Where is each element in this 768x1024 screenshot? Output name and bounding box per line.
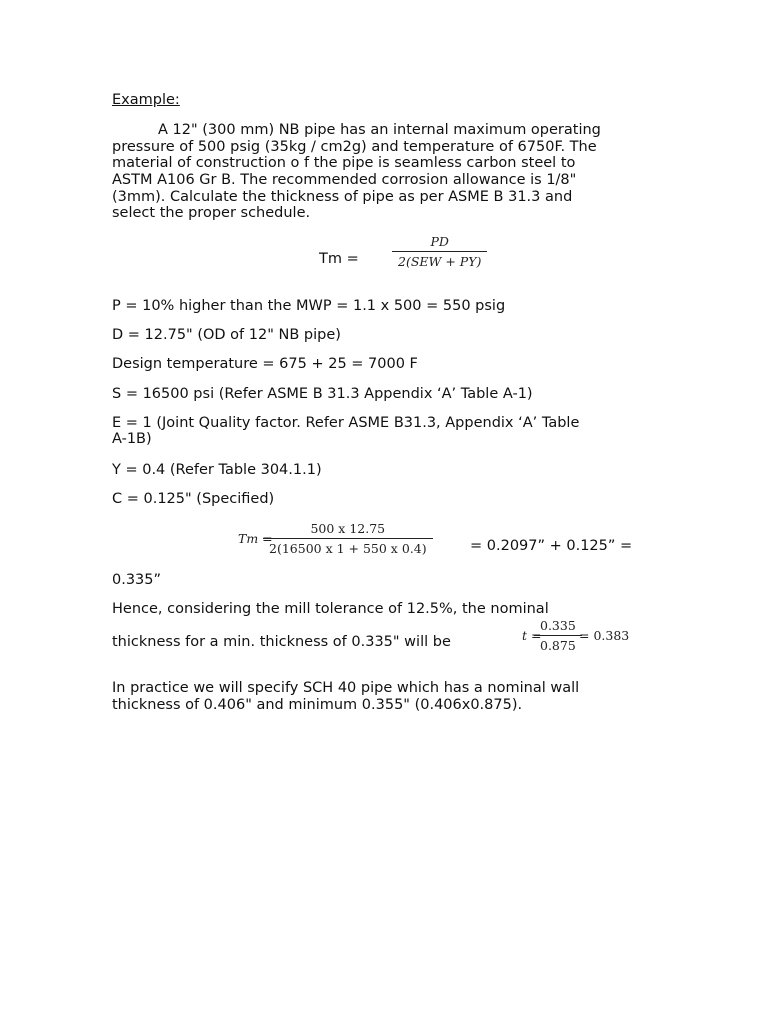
problem-line: A 12" (300 mm) NB pipe has an internal maximum operating [158,122,601,138]
param-e: E = 1 (Joint Quality factor. Refer ASME B31.3, Appendix ‘A’ Table [112,415,580,431]
param-p: P = 10% higher than the MWP = 1.1 x 500 = 550 psig [112,298,506,314]
calc-fraction [263,521,433,556]
tolerance-lhs: t = [522,628,542,643]
param-d: D = 12.75" (OD of 12" NB pipe) [112,327,341,343]
formula-numerator: PD [430,234,449,249]
tolerance-denominator: 0.875 [540,638,576,653]
calc-denominator: 2(16500 x 1 + 550 x 0.4) [269,541,427,556]
param-y: Y = 0.4 (Refer Table 304.1.1) [112,462,322,478]
problem-line: material of construction o f the pipe is seamless carbon steel to [112,155,576,171]
problem-line: select the proper schedule. [112,205,311,221]
param-c: C = 0.125" (Specified) [112,491,275,507]
tolerance-line: thickness for a min. thickness of 0.335" will be [112,634,451,650]
example-heading: Example: [112,92,180,108]
formula-fraction [392,234,487,269]
problem-line: (3mm). Calculate the thickness of pipe as per ASME B 31.3 and [112,189,573,205]
conclusion-line: thickness of 0.406" and minimum 0.355" (0.406x0.875). [112,697,523,713]
calc-lhs: Tm = [238,531,273,546]
conclusion-line: In practice we will specify SCH 40 pipe which has a nominal wall [112,680,580,696]
formula-denominator: 2(SEW + PY) [398,254,482,269]
tolerance-fraction [534,618,582,653]
calc-numerator: 500 x 12.75 [310,521,386,536]
problem-line: ASTM A106 Gr B. The recommended corrosion allowance is 1/8" [112,172,577,188]
tolerance-numerator: 0.335 [540,618,576,633]
tolerance-rhs: = 0.383 [579,628,630,643]
param-s: S = 16500 psi (Refer ASME B 31.3 Appendix ‘A’ Table A-1) [112,386,533,402]
calc-final: 0.335” [112,572,162,588]
calc-result: = 0.2097” + 0.125” = [470,538,633,554]
problem-line: pressure of 500 psig (35kg / cm2g) and temperature of 6750F. The [112,139,597,155]
param-e-cont: A-1B) [112,431,152,447]
param-design-temp: Design temperature = 675 + 25 = 7000 F [112,356,418,372]
tolerance-line: Hence, considering the mill tolerance of 12.5%, the nominal [112,601,549,617]
formula-lhs: Tm = [319,251,359,267]
